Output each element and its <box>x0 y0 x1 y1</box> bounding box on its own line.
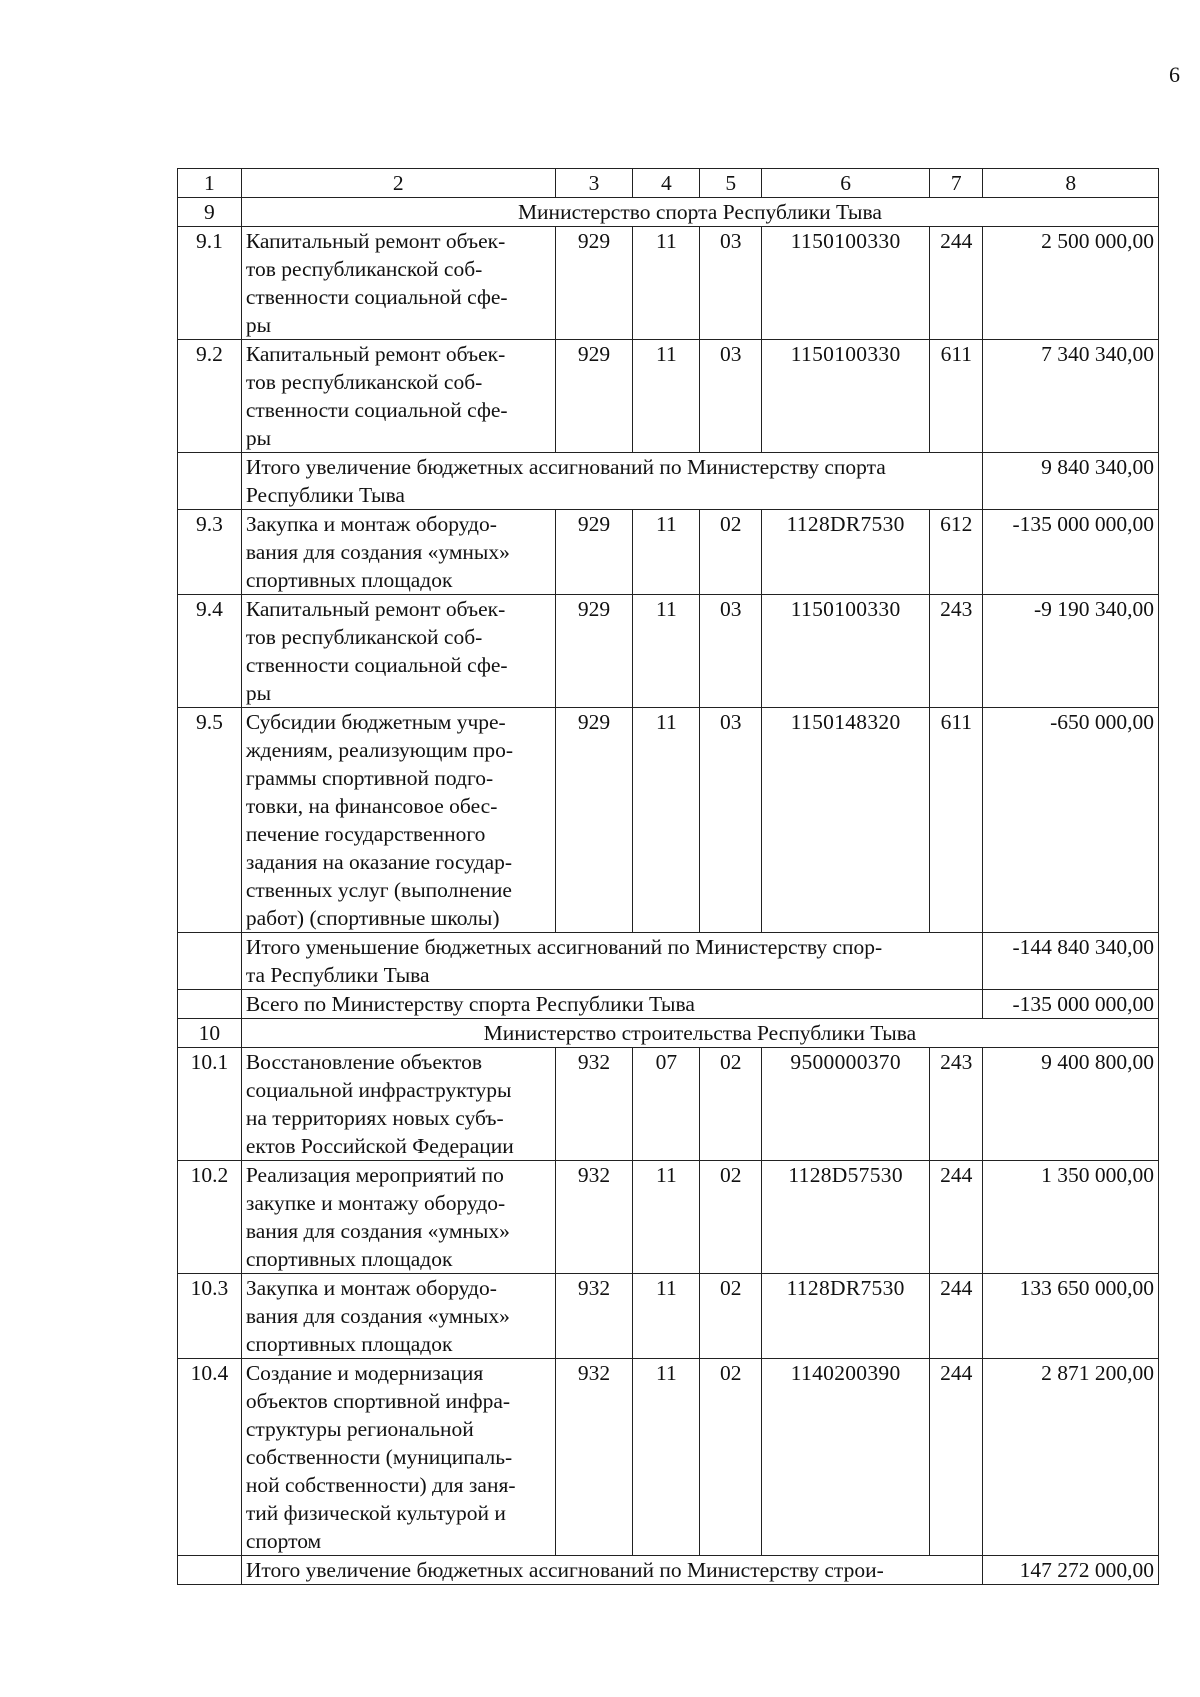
header-cell: 3 <box>555 169 633 198</box>
empty-cell <box>178 453 242 510</box>
cell-col7: 243 <box>930 1048 983 1161</box>
header-cell: 7 <box>930 169 983 198</box>
row-description: Капитальный ремонт объек- тов республиканской соб- ственности социальной сфе- ры <box>241 595 555 708</box>
cell-col7: 611 <box>930 708 983 933</box>
row-description: Субсидии бюджетным учре- ждениям, реализующим про- граммы спортивной подго- товки, на финансовое обес- печение государственного задания на оказание государ- ственных услуг (выполнение работ) (спортивные школы) <box>241 708 555 933</box>
cell-col3: 932 <box>555 1161 633 1274</box>
cell-col7: 244 <box>930 1359 983 1556</box>
header-cell: 6 <box>762 169 930 198</box>
section-title: Министерство строительства Республики Тыва <box>241 1019 1158 1048</box>
empty-cell <box>178 1556 242 1585</box>
cell-col4: 11 <box>633 1359 700 1556</box>
section-title: Министерство спорта Республики Тыва <box>241 198 1158 227</box>
header-cell: 5 <box>700 169 762 198</box>
cell-col5: 03 <box>700 227 762 340</box>
cell-amount: 2 871 200,00 <box>983 1359 1159 1556</box>
section-row <box>178 1019 1159 1048</box>
row-description: Закупка и монтаж оборудо- вания для создания «умных» спортивных площадок <box>241 510 555 595</box>
table-row <box>178 510 1159 595</box>
section-number: 10 <box>178 1019 242 1048</box>
row-number: 9.3 <box>178 510 242 595</box>
header-cell: 2 <box>241 169 555 198</box>
cell-amount: -9 190 340,00 <box>983 595 1159 708</box>
cell-col4: 11 <box>633 227 700 340</box>
cell-col3: 932 <box>555 1274 633 1359</box>
cell-col3: 929 <box>555 708 633 933</box>
total-row <box>178 933 1159 990</box>
cell-col6: 1150148320 <box>762 708 930 933</box>
cell-col5: 02 <box>700 510 762 595</box>
table-row <box>178 1359 1159 1556</box>
total-row <box>178 990 1159 1019</box>
cell-amount: 9 400 800,00 <box>983 1048 1159 1161</box>
section-row <box>178 198 1159 227</box>
cell-col7: 244 <box>930 1161 983 1274</box>
cell-amount: 2 500 000,00 <box>983 227 1159 340</box>
cell-col3: 929 <box>555 510 633 595</box>
row-number: 9.4 <box>178 595 242 708</box>
cell-col3: 929 <box>555 227 633 340</box>
row-description: Восстановление объектов социальной инфраструктуры на территориях новых субъ- ектов Российской Федерации <box>241 1048 555 1161</box>
cell-col5: 03 <box>700 340 762 453</box>
cell-amount: 7 340 340,00 <box>983 340 1159 453</box>
cell-col5: 03 <box>700 708 762 933</box>
table-row <box>178 708 1159 933</box>
cell-col4: 11 <box>633 1161 700 1274</box>
cell-col6: 1128DR7530 <box>762 510 930 595</box>
table-row <box>178 340 1159 453</box>
budget-table-body <box>178 169 1159 1585</box>
cell-col6: 1128DR7530 <box>762 1274 930 1359</box>
total-amount: 147 272 000,00 <box>983 1556 1159 1585</box>
cell-col6: 1150100330 <box>762 595 930 708</box>
header-cell: 8 <box>983 169 1159 198</box>
cell-col5: 02 <box>700 1161 762 1274</box>
cell-col6: 1128D57530 <box>762 1161 930 1274</box>
cell-col6: 1140200390 <box>762 1359 930 1556</box>
cell-col3: 929 <box>555 595 633 708</box>
budget-table <box>177 168 1159 1585</box>
row-description: Создание и модернизация объектов спортивной инфра- структуры региональной собственности (муниципаль- ной собственности) для заня- тий физической культурой и спортом <box>241 1359 555 1556</box>
cell-col5: 02 <box>700 1359 762 1556</box>
header-row <box>178 169 1159 198</box>
row-number: 9.1 <box>178 227 242 340</box>
row-number: 9.2 <box>178 340 242 453</box>
table-row <box>178 1161 1159 1274</box>
cell-col3: 932 <box>555 1048 633 1161</box>
total-label: Итого увеличение бюджетных ассигнований по Министерству строи- <box>241 1556 983 1585</box>
row-description: Капитальный ремонт объек- тов республиканской соб- ственности социальной сфе- ры <box>241 227 555 340</box>
cell-col5: 03 <box>700 595 762 708</box>
cell-col7: 612 <box>930 510 983 595</box>
cell-col7: 244 <box>930 1274 983 1359</box>
row-number: 10.2 <box>178 1161 242 1274</box>
cell-col6: 1150100330 <box>762 227 930 340</box>
table-row <box>178 1274 1159 1359</box>
row-number: 10.1 <box>178 1048 242 1161</box>
cell-amount: -650 000,00 <box>983 708 1159 933</box>
table-row <box>178 595 1159 708</box>
cell-col6: 1150100330 <box>762 340 930 453</box>
cell-col7: 611 <box>930 340 983 453</box>
cell-col7: 243 <box>930 595 983 708</box>
row-description: Капитальный ремонт объек- тов республиканской соб- ственности социальной сфе- ры <box>241 340 555 453</box>
table-row <box>178 1048 1159 1161</box>
cell-col3: 929 <box>555 340 633 453</box>
cell-amount: -135 000 000,00 <box>983 510 1159 595</box>
row-number: 10.3 <box>178 1274 242 1359</box>
total-label: Итого уменьшение бюджетных ассигнований по Министерству спор- та Республики Тыва <box>241 933 983 990</box>
cell-col5: 02 <box>700 1274 762 1359</box>
page-number: 6 <box>1169 62 1180 87</box>
cell-col5: 02 <box>700 1048 762 1161</box>
cell-col4: 11 <box>633 595 700 708</box>
cell-col4: 07 <box>633 1048 700 1161</box>
header-cell: 4 <box>633 169 700 198</box>
empty-cell <box>178 990 242 1019</box>
row-number: 10.4 <box>178 1359 242 1556</box>
cell-amount: 1 350 000,00 <box>983 1161 1159 1274</box>
total-amount: 9 840 340,00 <box>983 453 1159 510</box>
cell-col4: 11 <box>633 510 700 595</box>
cell-col4: 11 <box>633 708 700 933</box>
row-number: 9.5 <box>178 708 242 933</box>
header-cell: 1 <box>178 169 242 198</box>
row-description: Закупка и монтаж оборудо- вания для создания «умных» спортивных площадок <box>241 1274 555 1359</box>
total-amount: -144 840 340,00 <box>983 933 1159 990</box>
cell-col6: 9500000370 <box>762 1048 930 1161</box>
cell-amount: 133 650 000,00 <box>983 1274 1159 1359</box>
cell-col3: 932 <box>555 1359 633 1556</box>
total-amount: -135 000 000,00 <box>983 990 1159 1019</box>
cell-col4: 11 <box>633 340 700 453</box>
empty-cell <box>178 933 242 990</box>
table-row <box>178 227 1159 340</box>
cell-col7: 244 <box>930 227 983 340</box>
row-description: Реализация мероприятий по закупке и монтажу оборудо- вания для создания «умных» спортивных площадок <box>241 1161 555 1274</box>
total-row <box>178 453 1159 510</box>
total-label: Всего по Министерству спорта Республики Тыва <box>241 990 983 1019</box>
total-row <box>178 1556 1159 1585</box>
cell-col4: 11 <box>633 1274 700 1359</box>
section-number: 9 <box>178 198 242 227</box>
total-label: Итого увеличение бюджетных ассигнований по Министерству спорта Республики Тыва <box>241 453 983 510</box>
